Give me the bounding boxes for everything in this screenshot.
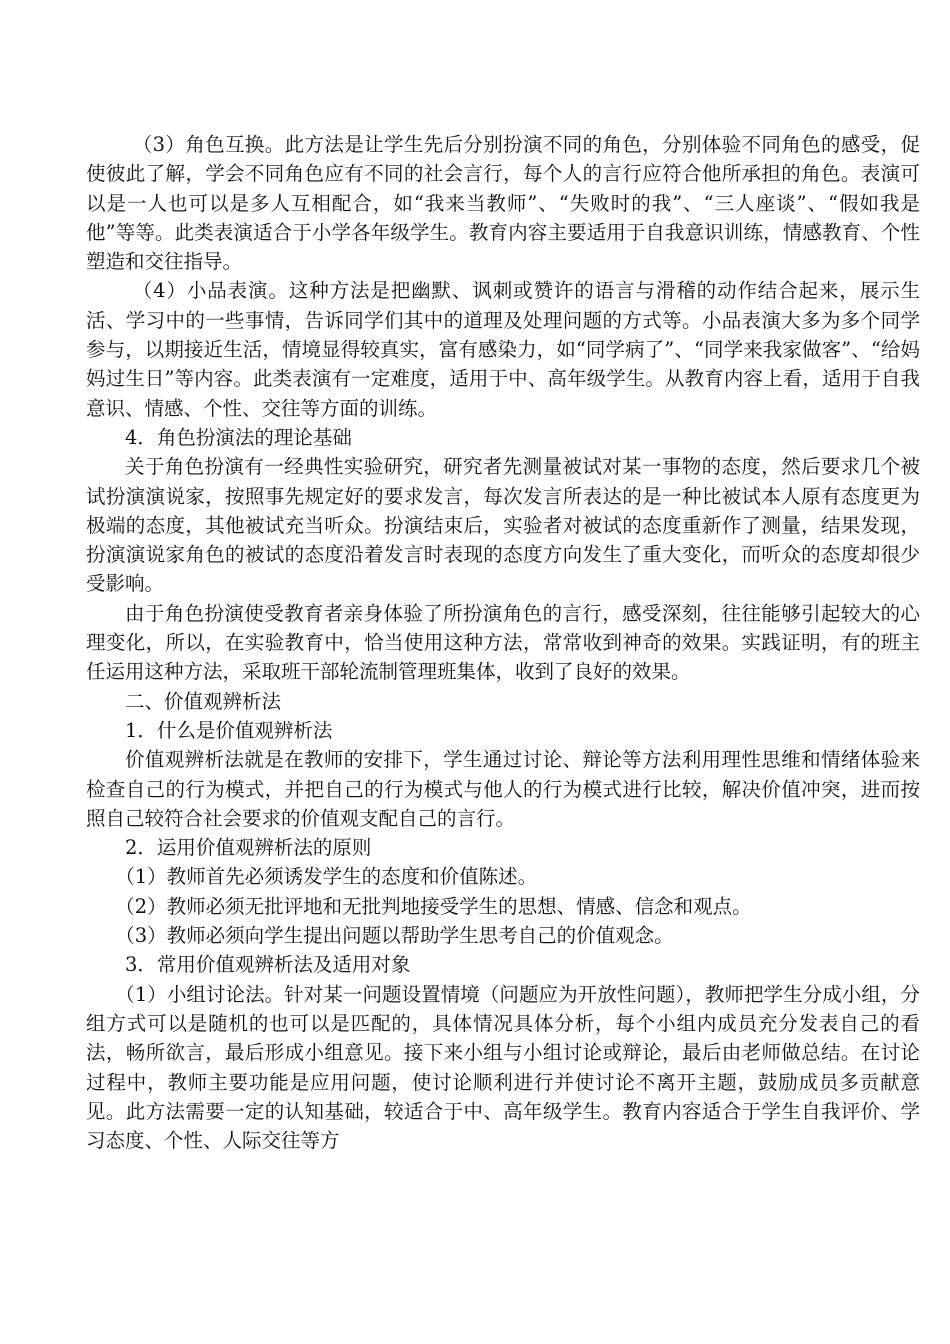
heading-common-methods: 3．常用价值观辨析法及适用对象 xyxy=(125,953,411,977)
paragraph-role-exchange: （3）角色互换。此方法是让学生先后分别扮演不同的角色，分别体验不同角色的感受，促使彼此了解，学会不同角色应有不同的社会言行，每个人的言行应符合他所承担的角色。表演可以是一人也可以是多人互相配合，如“我来当教师”、“失败时的我”、“三人座谈”、“假如我是他”等等。此类表演适合于小学各年级学生。教育内容主要适用于自我意识训练，情感教育、个性塑造和交往指导。 xyxy=(86,133,920,274)
paragraph-skit-performance: （4）小品表演。这种方法是把幽默、讽刺或赞许的语言与滑稽的动作结合起来，展示生活、学习中的一些事情，告诉同学们其中的道理及处理问题的方式等。小品表演大多为多个同学参与，以期接近生活，情境显得较真实，富有感染力，如“同学病了”、“同学来我家做客”、“给妈妈过生日”等内容。此类表演有一定难度，适用于中、高年级学生。从教育内容上看，适用于自我意识、情感、个性、交往等方面的训练。 xyxy=(86,279,920,420)
paragraph-group-discussion: （1）小组讨论法。针对某一问题设置情境（问题应为开放性问题），教师把学生分成小组，分组方式可以是随机的也可以是匹配的，具体情况具体分析，每个小组内成员充分发表自己的看法，畅所欲言，最后形成小组意见。接下来小组与小组讨论或辩论，最后由老师做总结。在讨论过程中，教师主要功能是应用问题，使讨论顺利进行并使讨论不离开主题，鼓励成员多贡献意见。此方法需要一定的认知基础，较适合于中、高年级学生。教育内容适合于学生自我评价、学习态度、个性、人际交往等方 xyxy=(86,982,920,1153)
paragraph-experiment: 关于角色扮演有一经典性实验研究，研究者先测量被试对某一事物的态度，然后要求几个被试扮演演说家，按照事先规定好的要求发言，每次发言所表达的是一种比被试本人原有态度更为极端的态度，其他被试充当听众。扮演结束后，实验者对被试的态度重新作了测量，结果发现，扮演演说家角色的被试的态度沿着发言时表现的态度方向发生了重大变化，而听众的态度却很少受影响。 xyxy=(86,455,920,596)
paragraph-effect: 由于角色扮演使受教育者亲身体验了所扮演角色的言行，感受深刻，往往能够引起较大的心理变化，所以，在实验教育中，恰当使用这种方法，常常收到神奇的效果。实践证明，有的班主任运用这种方法，采取班干部轮流制管理班集体，收到了良好的效果。 xyxy=(86,601,920,684)
document-page xyxy=(86,130,920,1155)
heading-value-clarification: 二、价值观辨析法 xyxy=(125,689,282,713)
heading-principles: 2．运用价值观辨析法的原则 xyxy=(125,836,372,860)
paragraph-definition: 价值观辨析法就是在教师的安排下，学生通过讨论、辩论等方法利用理性思维和情绪体验来检查自己的行为模式，并把自己的行为模式与他人的行为模式进行比较，解决价值冲突，进而按照自己较符合社会要求的价值观支配自己的言行。 xyxy=(86,748,920,830)
principle-item: （3）教师必须向学生提出问题以帮助学生思考自己的价值观念。 xyxy=(115,924,674,948)
heading-what-is: 1．什么是价值观辨析法 xyxy=(125,718,333,742)
heading-theory-basis: 4．角色扮演法的理论基础 xyxy=(125,425,352,449)
principle-item: （1）教师首先必须诱发学生的态度和价值陈述。 xyxy=(115,865,538,889)
principle-item: （2）教师必须无批评地和无批判地接受学生的思想、情感、信念和观点。 xyxy=(115,894,752,918)
